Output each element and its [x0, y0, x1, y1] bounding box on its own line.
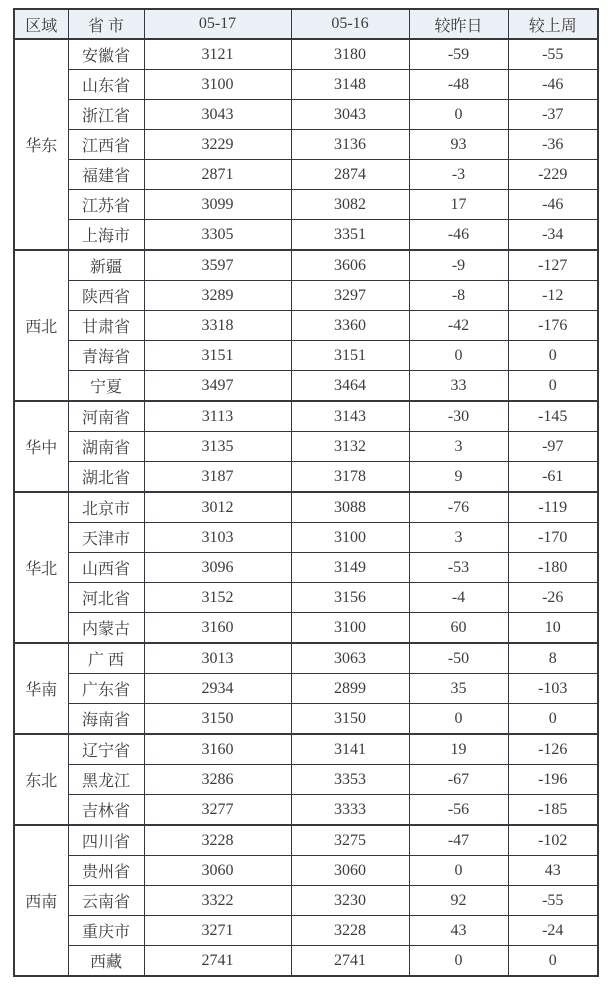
- price-0517-cell: 3152: [144, 583, 291, 613]
- price-0516-cell: 3228: [291, 916, 409, 946]
- vs-lastweek-cell: -145: [508, 401, 598, 432]
- price-0516-cell: 3360: [291, 311, 409, 341]
- province-cell: 吉林省: [68, 795, 144, 826]
- province-cell: 海南省: [68, 704, 144, 735]
- price-0516-cell: 3100: [291, 523, 409, 553]
- region-label: 东北: [14, 734, 68, 825]
- vs-yesterday-cell: -48: [409, 70, 508, 100]
- vs-yesterday-cell: 35: [409, 674, 508, 704]
- province-cell: 江苏省: [68, 190, 144, 220]
- vs-lastweek-cell: -34: [508, 220, 598, 251]
- price-0517-cell: 2871: [144, 160, 291, 190]
- province-cell: 北京市: [68, 492, 144, 523]
- price-0516-cell: 2741: [291, 946, 409, 977]
- price-0517-cell: 3135: [144, 432, 291, 462]
- vs-lastweek-cell: -119: [508, 492, 598, 523]
- price-0516-cell: 3088: [291, 492, 409, 523]
- price-0517-cell: 3100: [144, 70, 291, 100]
- table-row: [14, 70, 598, 100]
- price-0517-cell: 3012: [144, 492, 291, 523]
- province-cell: 上海市: [68, 220, 144, 251]
- price-0517-cell: 3150: [144, 704, 291, 735]
- table-row: [14, 734, 598, 765]
- region-label: 华北: [14, 492, 68, 643]
- province-cell: 云南省: [68, 886, 144, 916]
- vs-yesterday-cell: 60: [409, 613, 508, 644]
- vs-lastweek-cell: -26: [508, 583, 598, 613]
- vs-yesterday-cell: -56: [409, 795, 508, 826]
- vs-lastweek-cell: 0: [508, 704, 598, 735]
- price-0516-cell: 3230: [291, 886, 409, 916]
- table-row: [14, 613, 598, 644]
- price-0517-cell: 3277: [144, 795, 291, 826]
- vs-lastweek-cell: -180: [508, 553, 598, 583]
- vs-yesterday-cell: -76: [409, 492, 508, 523]
- price-0516-cell: 3606: [291, 250, 409, 281]
- price-0517-cell: 3228: [144, 825, 291, 856]
- table-row: [14, 916, 598, 946]
- vs-yesterday-cell: -3: [409, 160, 508, 190]
- province-cell: 浙江省: [68, 100, 144, 130]
- price-0516-cell: 2899: [291, 674, 409, 704]
- vs-yesterday-cell: 0: [409, 341, 508, 371]
- price-0516-cell: 3063: [291, 643, 409, 674]
- price-0516-cell: 3082: [291, 190, 409, 220]
- vs-lastweek-cell: -61: [508, 462, 598, 493]
- table-row: [14, 311, 598, 341]
- vs-lastweek-cell: -36: [508, 130, 598, 160]
- price-0517-cell: 3322: [144, 886, 291, 916]
- vs-yesterday-cell: 17: [409, 190, 508, 220]
- vs-yesterday-cell: 3: [409, 432, 508, 462]
- province-cell: 陕西省: [68, 281, 144, 311]
- province-cell: 湖北省: [68, 462, 144, 493]
- table-row: [14, 130, 598, 160]
- price-0516-cell: 3132: [291, 432, 409, 462]
- vs-yesterday-cell: 3: [409, 523, 508, 553]
- vs-lastweek-cell: -24: [508, 916, 598, 946]
- province-cell: 山西省: [68, 553, 144, 583]
- province-cell: 江西省: [68, 130, 144, 160]
- table-row: [14, 523, 598, 553]
- province-cell: 辽宁省: [68, 734, 144, 765]
- region-label: 华东: [14, 39, 68, 250]
- price-0517-cell: 3096: [144, 553, 291, 583]
- vs-lastweek-cell: -176: [508, 311, 598, 341]
- vs-yesterday-cell: 0: [409, 856, 508, 886]
- vs-lastweek-cell: 43: [508, 856, 598, 886]
- province-cell: 甘肃省: [68, 311, 144, 341]
- price-0516-cell: 3297: [291, 281, 409, 311]
- column-header-region: 区域: [14, 9, 68, 39]
- price-0516-cell: 3136: [291, 130, 409, 160]
- table-row: [14, 795, 598, 826]
- vs-lastweek-cell: -185: [508, 795, 598, 826]
- column-header-province: 省 市: [68, 9, 144, 39]
- table-row: [14, 401, 598, 432]
- table-row: [14, 39, 598, 70]
- price-0517-cell: 3289: [144, 281, 291, 311]
- vs-lastweek-cell: 0: [508, 341, 598, 371]
- vs-yesterday-cell: -9: [409, 250, 508, 281]
- table-row: [14, 643, 598, 674]
- vs-lastweek-cell: -229: [508, 160, 598, 190]
- price-0516-cell: 3178: [291, 462, 409, 493]
- province-cell: 重庆市: [68, 916, 144, 946]
- vs-yesterday-cell: 93: [409, 130, 508, 160]
- table-row: [14, 886, 598, 916]
- region-label: 西南: [14, 825, 68, 976]
- province-cell: 四川省: [68, 825, 144, 856]
- vs-lastweek-cell: -46: [508, 190, 598, 220]
- price-0517-cell: 3160: [144, 734, 291, 765]
- table-row: [14, 946, 598, 977]
- price-0516-cell: 3333: [291, 795, 409, 826]
- vs-yesterday-cell: -46: [409, 220, 508, 251]
- price-0517-cell: 3099: [144, 190, 291, 220]
- table-row: [14, 250, 598, 281]
- price-0516-cell: 3353: [291, 765, 409, 795]
- province-cell: 安徽省: [68, 39, 144, 70]
- price-0516-cell: 3141: [291, 734, 409, 765]
- price-0516-cell: 3100: [291, 613, 409, 644]
- province-cell: 湖南省: [68, 432, 144, 462]
- price-0517-cell: 3597: [144, 250, 291, 281]
- column-header-vs-yesterday: 较昨日: [409, 9, 508, 39]
- table-row: [14, 371, 598, 402]
- vs-lastweek-cell: -37: [508, 100, 598, 130]
- vs-lastweek-cell: -196: [508, 765, 598, 795]
- province-cell: 福建省: [68, 160, 144, 190]
- region-label: 华南: [14, 643, 68, 734]
- price-0517-cell: 3497: [144, 371, 291, 402]
- column-header-0516: 05-16: [291, 9, 409, 39]
- province-cell: 新疆: [68, 250, 144, 281]
- header-row: [14, 9, 598, 39]
- vs-lastweek-cell: -126: [508, 734, 598, 765]
- table-row: [14, 765, 598, 795]
- province-cell: 河北省: [68, 583, 144, 613]
- table-row: [14, 281, 598, 311]
- province-cell: 黑龙江: [68, 765, 144, 795]
- price-0517-cell: 3121: [144, 39, 291, 70]
- price-0516-cell: 2874: [291, 160, 409, 190]
- price-0516-cell: 3060: [291, 856, 409, 886]
- table-row: [14, 553, 598, 583]
- table-row: [14, 341, 598, 371]
- vs-yesterday-cell: 33: [409, 371, 508, 402]
- price-0517-cell: 3103: [144, 523, 291, 553]
- price-0517-cell: 3060: [144, 856, 291, 886]
- price-0517-cell: 3318: [144, 311, 291, 341]
- price-0516-cell: 3156: [291, 583, 409, 613]
- table-row: [14, 674, 598, 704]
- price-0516-cell: 3180: [291, 39, 409, 70]
- price-0517-cell: 3305: [144, 220, 291, 251]
- price-0516-cell: 3150: [291, 704, 409, 735]
- vs-lastweek-cell: -46: [508, 70, 598, 100]
- price-0516-cell: 3148: [291, 70, 409, 100]
- price-0517-cell: 2934: [144, 674, 291, 704]
- vs-lastweek-cell: -55: [508, 886, 598, 916]
- price-0517-cell: 3187: [144, 462, 291, 493]
- vs-yesterday-cell: 92: [409, 886, 508, 916]
- table-row: [14, 100, 598, 130]
- vs-lastweek-cell: 0: [508, 946, 598, 977]
- region-label: 华中: [14, 401, 68, 492]
- vs-yesterday-cell: -8: [409, 281, 508, 311]
- vs-lastweek-cell: -102: [508, 825, 598, 856]
- price-0517-cell: 3013: [144, 643, 291, 674]
- price-0517-cell: 3043: [144, 100, 291, 130]
- vs-lastweek-cell: -12: [508, 281, 598, 311]
- province-cell: 广东省: [68, 674, 144, 704]
- province-cell: 宁夏: [68, 371, 144, 402]
- province-cell: 贵州省: [68, 856, 144, 886]
- vs-lastweek-cell: -170: [508, 523, 598, 553]
- price-0516-cell: 3151: [291, 341, 409, 371]
- vs-yesterday-cell: 19: [409, 734, 508, 765]
- province-cell: 天津市: [68, 523, 144, 553]
- province-cell: 河南省: [68, 401, 144, 432]
- price-0516-cell: 3043: [291, 100, 409, 130]
- vs-yesterday-cell: 0: [409, 946, 508, 977]
- vs-lastweek-cell: 10: [508, 613, 598, 644]
- price-table: [13, 8, 599, 977]
- price-0516-cell: 3275: [291, 825, 409, 856]
- column-header-vs-lastweek: 较上周: [508, 9, 598, 39]
- province-cell: 青海省: [68, 341, 144, 371]
- vs-lastweek-cell: -103: [508, 674, 598, 704]
- vs-yesterday-cell: 43: [409, 916, 508, 946]
- vs-yesterday-cell: 0: [409, 704, 508, 735]
- price-0517-cell: 3160: [144, 613, 291, 644]
- province-cell: 内蒙古: [68, 613, 144, 644]
- price-0516-cell: 3149: [291, 553, 409, 583]
- table-row: [14, 583, 598, 613]
- vs-lastweek-cell: -127: [508, 250, 598, 281]
- table-row: [14, 825, 598, 856]
- price-0517-cell: 2741: [144, 946, 291, 977]
- vs-yesterday-cell: -50: [409, 643, 508, 674]
- province-cell: 广 西: [68, 643, 144, 674]
- table-row: [14, 190, 598, 220]
- vs-yesterday-cell: 0: [409, 100, 508, 130]
- vs-yesterday-cell: -67: [409, 765, 508, 795]
- table-row: [14, 220, 598, 251]
- vs-yesterday-cell: -30: [409, 401, 508, 432]
- price-0517-cell: 3151: [144, 341, 291, 371]
- price-0516-cell: 3351: [291, 220, 409, 251]
- price-0517-cell: 3271: [144, 916, 291, 946]
- table-row: [14, 432, 598, 462]
- table-row: [14, 462, 598, 493]
- table-row: [14, 160, 598, 190]
- table-row: [14, 492, 598, 523]
- province-cell: 山东省: [68, 70, 144, 100]
- table-row: [14, 856, 598, 886]
- province-cell: 西藏: [68, 946, 144, 977]
- table-row: [14, 704, 598, 735]
- vs-lastweek-cell: -55: [508, 39, 598, 70]
- vs-yesterday-cell: -59: [409, 39, 508, 70]
- price-0517-cell: 3229: [144, 130, 291, 160]
- vs-yesterday-cell: 9: [409, 462, 508, 493]
- vs-lastweek-cell: 0: [508, 371, 598, 402]
- vs-yesterday-cell: -4: [409, 583, 508, 613]
- price-0516-cell: 3464: [291, 371, 409, 402]
- vs-yesterday-cell: -53: [409, 553, 508, 583]
- vs-lastweek-cell: 8: [508, 643, 598, 674]
- vs-lastweek-cell: -97: [508, 432, 598, 462]
- region-label: 西北: [14, 250, 68, 401]
- column-header-0517: 05-17: [144, 9, 291, 39]
- price-0517-cell: 3286: [144, 765, 291, 795]
- price-0517-cell: 3113: [144, 401, 291, 432]
- vs-yesterday-cell: -42: [409, 311, 508, 341]
- vs-yesterday-cell: -47: [409, 825, 508, 856]
- price-0516-cell: 3143: [291, 401, 409, 432]
